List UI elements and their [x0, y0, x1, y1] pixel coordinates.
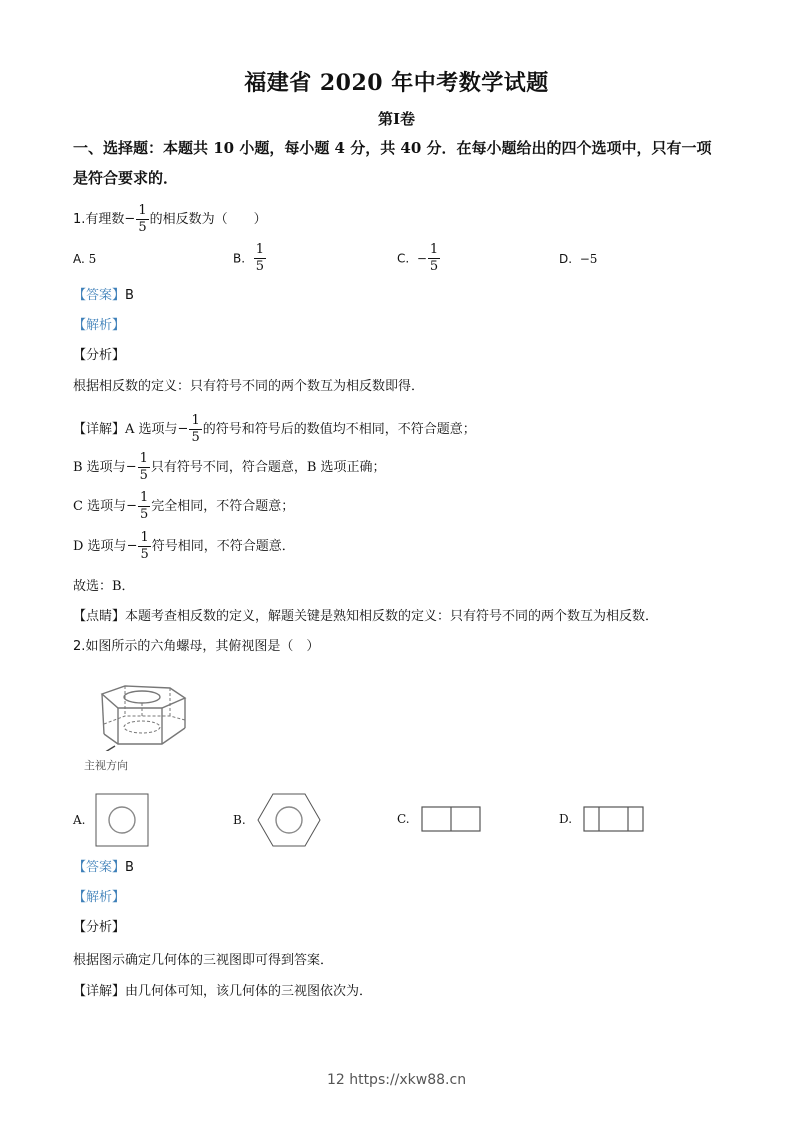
question-text: 如图所示的六角螺母，其俯视图是（ ）	[85, 639, 320, 654]
q1-jiexi-label: 【解析】	[73, 318, 126, 333]
fraction: $\frac{1}{5}$	[191, 413, 200, 445]
fraction: $\frac{1}{5}$	[140, 530, 149, 562]
dianjing-label: 【点睛】	[73, 609, 126, 624]
q1-fenxi-text: 根据相反数的定义：只有符号不同的两个数互为相反数即得．	[73, 379, 425, 394]
question-text: 有理数	[85, 212, 125, 227]
minus-sign: −	[124, 211, 136, 227]
rectangle-three-cells-icon	[583, 806, 644, 832]
hex-nut-drawing	[80, 676, 210, 751]
xiangjie-label: 【详解】	[73, 984, 126, 999]
square-with-circle-icon	[95, 793, 149, 847]
document-title: 福建省 2020 年中考数学试题	[244, 70, 549, 96]
q1-dianjing: 【点睛】本题考查相反数的定义，解题关键是熟知相反数的定义：只有符号不同的两个数互为相反数．	[73, 609, 659, 624]
q1-fenxi-label: 【分析】	[73, 348, 126, 363]
question-number: 2.	[73, 639, 86, 654]
answer-value: B	[125, 288, 134, 303]
q2-option-c: C.	[397, 806, 481, 832]
q2-answer	[73, 858, 134, 878]
q1-option-a: A. 5	[73, 252, 97, 266]
q1-option-b: B. $\frac{1}{5}$	[233, 242, 264, 274]
fraction: $\frac{1}{5}$	[139, 451, 148, 483]
answer-label: 【答案】	[73, 860, 126, 875]
q1-detail-d: D 选项与− $\frac{1}{5}$ 符号相同，不符合题意．	[73, 530, 295, 562]
answer-label: 【答案】	[73, 288, 126, 303]
document-subtitle: 第Ⅰ卷	[377, 110, 416, 128]
hex-nut-figure	[80, 676, 210, 776]
rectangle-two-cells-icon	[421, 806, 481, 832]
answer-value: B	[125, 860, 134, 875]
question-1	[73, 203, 267, 236]
q1-detail-c: C 选项与− $\frac{1}{5}$ 完全相同，不符合题意；	[73, 490, 295, 522]
question-number: 1.	[73, 212, 86, 227]
q1-detail-b: B 选项与− $\frac{1}{5}$ 只有符号不同，符合题意，B 选项正确；	[73, 451, 386, 483]
q1-conclusion: 故选：B．	[73, 579, 135, 594]
q2-option-a: A.	[73, 793, 149, 847]
q2-xiangjie: 【详解】由几何体可知，该几何体的三视图依次为．	[73, 984, 373, 999]
hexagon-with-circle-icon	[257, 793, 321, 847]
question-text-suffix: 的相反数为（ ）	[149, 212, 267, 227]
fraction: $\frac{1}{5}$	[255, 242, 264, 274]
q2-option-d: D.	[559, 806, 644, 832]
fraction: $\frac{1}{5}$	[429, 242, 439, 274]
question-2	[73, 637, 319, 657]
q2-fenxi-text: 根据图示确定几何体的三视图即可得到答案．	[73, 953, 334, 968]
q2-option-b: B.	[233, 793, 321, 847]
q2-fenxi-label: 【分析】	[73, 920, 126, 935]
fraction: $\frac{1}{5}$	[140, 490, 149, 522]
xiangjie-label: 【详解】	[73, 422, 126, 437]
q1-answer	[73, 286, 134, 306]
q1-detail-a: 【详解】A 选项与− $\frac{1}{5}$ 的符号和符号后的数值均不相同，不符合题意；	[73, 413, 476, 445]
q1-option-c: C. − $\frac{1}{5}$	[397, 242, 439, 274]
q2-jiexi-label: 【解析】	[73, 890, 126, 905]
q1-option-d: D. −5	[559, 252, 598, 266]
figure-caption: 主视方向	[84, 759, 128, 772]
fraction: $\frac{1}{5}$	[138, 203, 147, 235]
section-header: 一、选择题：本题共 10 小题，每小题 4 分，共 40 分．在每小题给出的四个选项中，只有一项是符合要求的．	[73, 139, 712, 187]
page-footer: 12 https://xkw88.cn	[326, 1072, 467, 1088]
